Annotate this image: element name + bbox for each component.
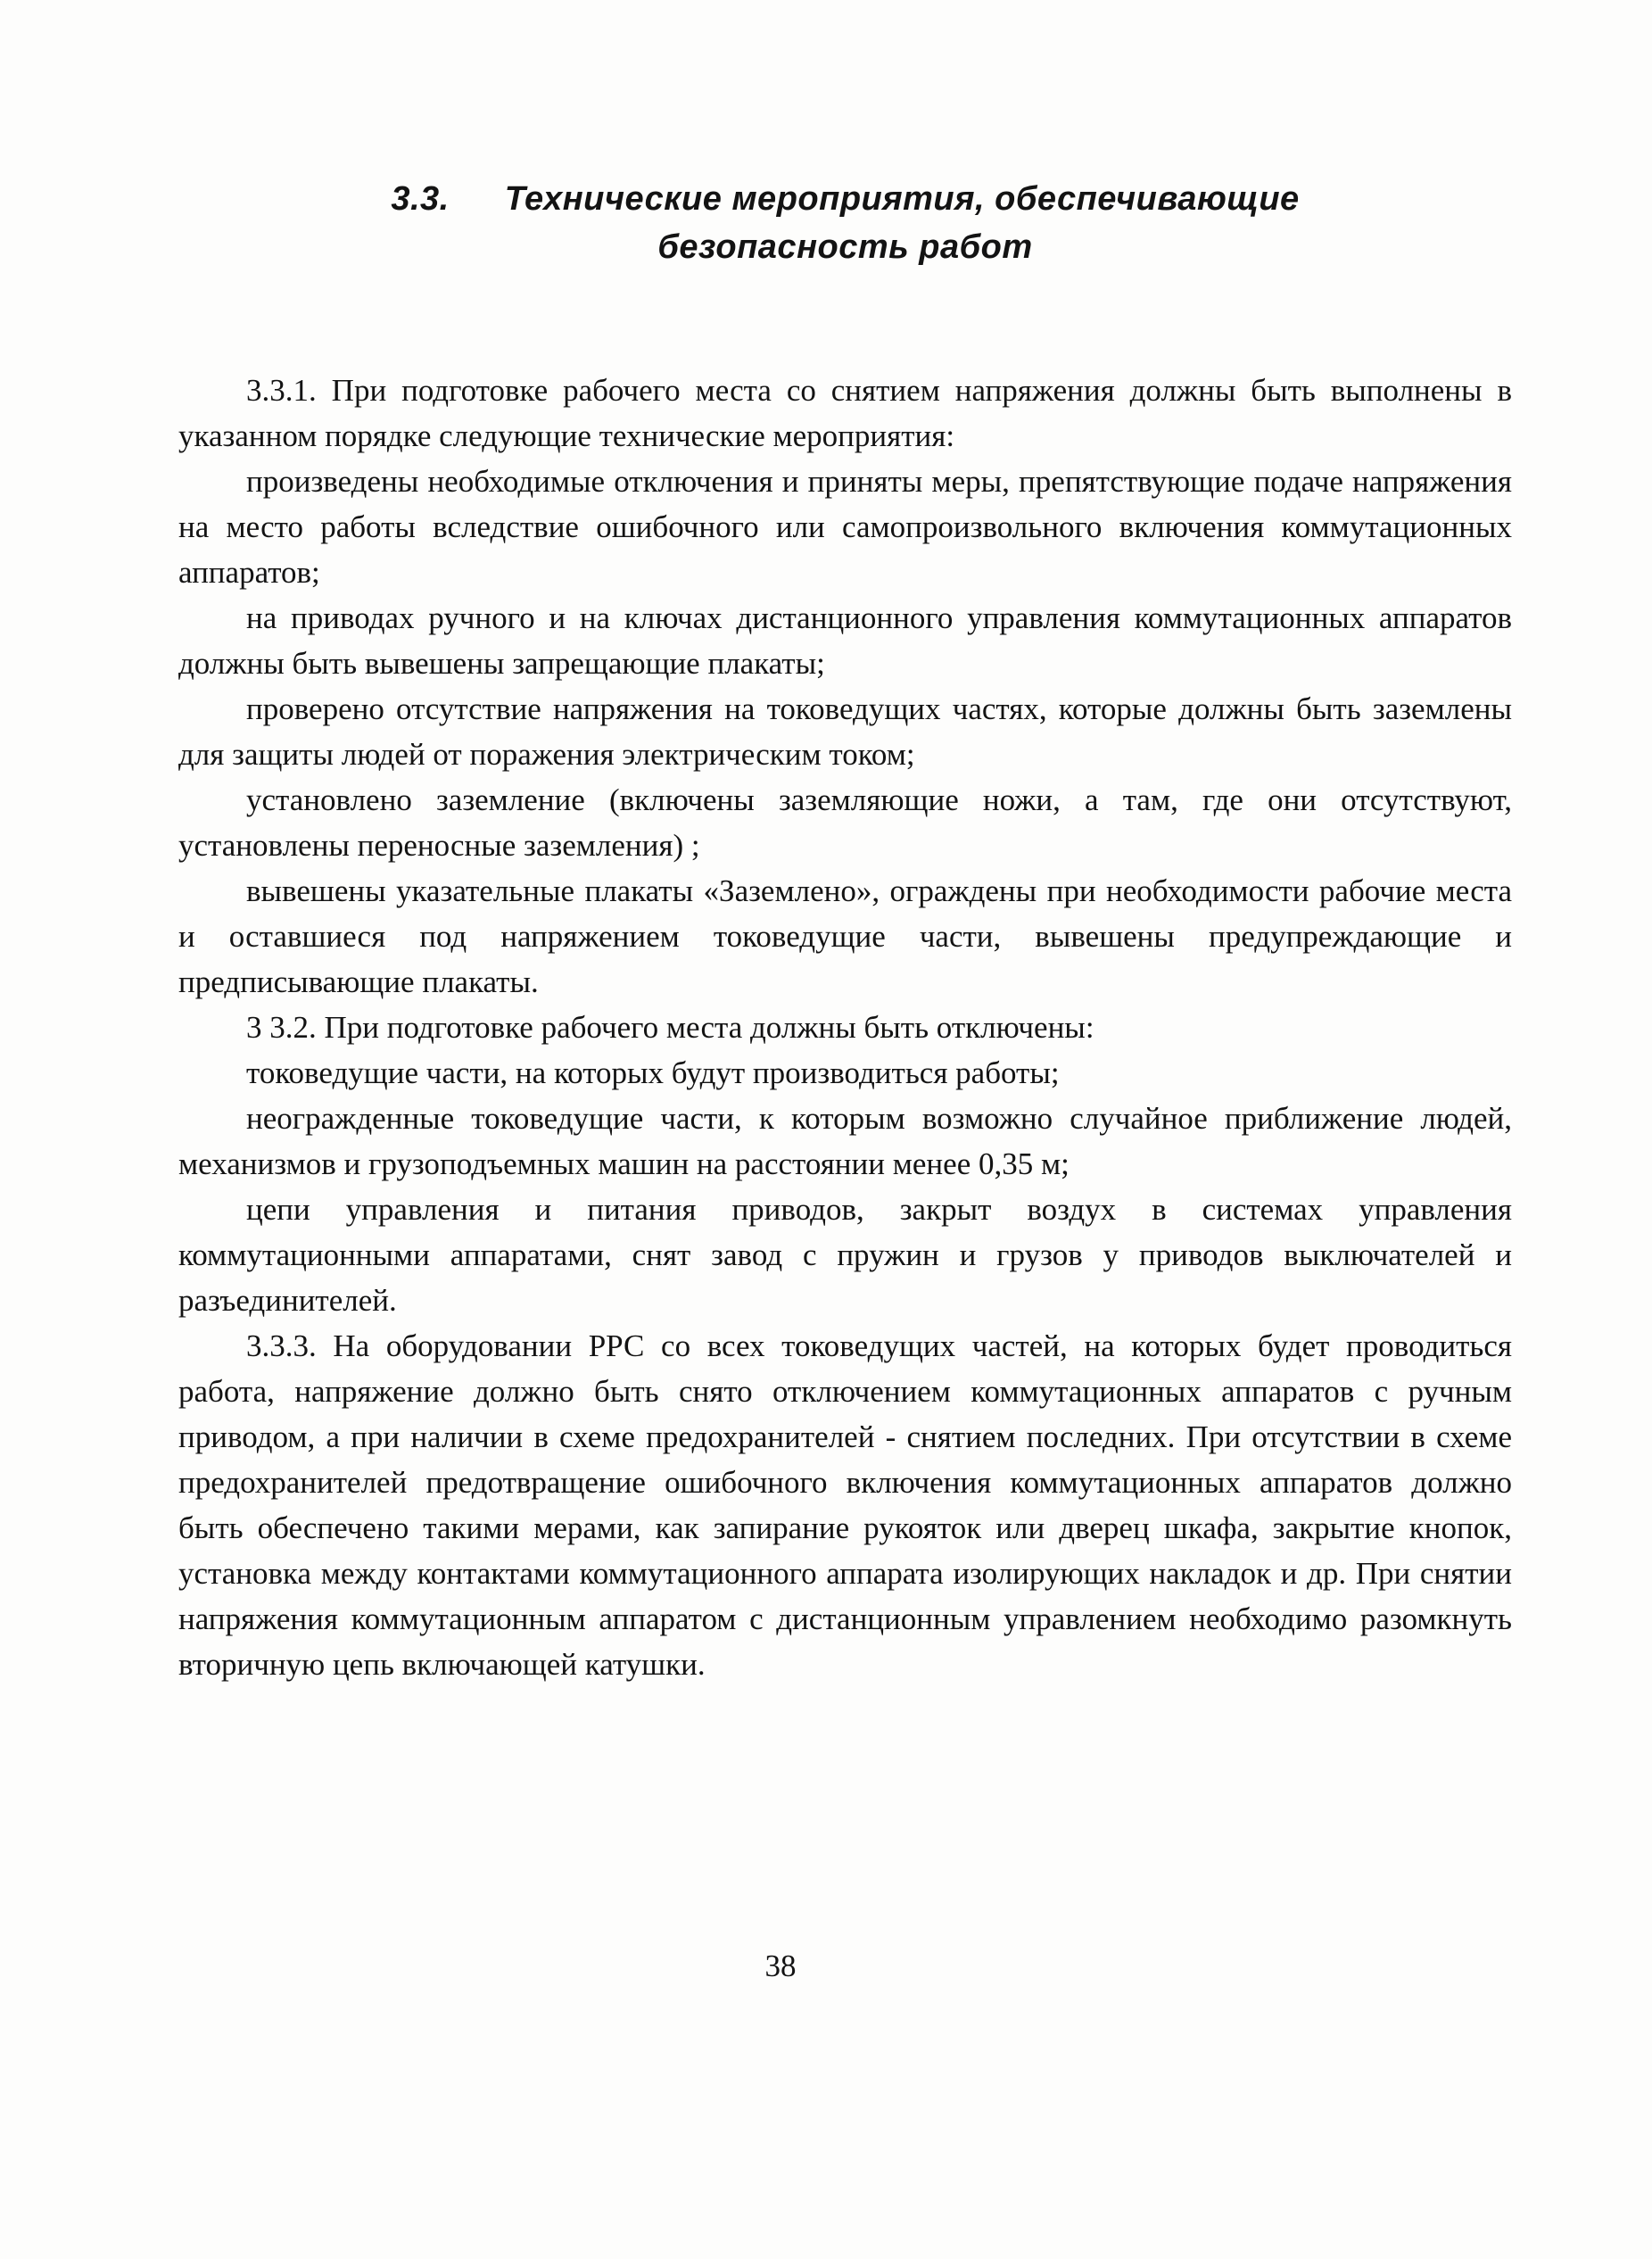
paragraph: установлено заземление (включены заземляющие ножи, а там, где они отсутствуют, установлены переносные заземления) ; bbox=[178, 782, 1512, 863]
section-title-part1: Технические мероприятия, обеспечивающие bbox=[504, 180, 1300, 218]
paragraph: неогражденные токоведущие части, к которым возможно случайное приближение людей, механизмов и грузоподъемных машин на расстоянии менее 0,35 м; bbox=[178, 1101, 1512, 1181]
page-number: 38 bbox=[764, 1949, 797, 1983]
paragraph: 3 3.2. При подготовке рабочего места должны быть отключены: bbox=[246, 1010, 1094, 1045]
section-number: 3.3. bbox=[391, 180, 450, 218]
paragraph: произведены необходимые отключения и приняты меры, препятствующие подаче напряжения на место работы вследствие ошибочного или самопроизвольного включения коммутационных аппаратов; bbox=[178, 464, 1512, 590]
body-text bbox=[178, 368, 1512, 1687]
page-content bbox=[178, 175, 1512, 1687]
paragraph: проверено отсутствие напряжения на токоведущих частях, которые должны быть заземлены для защиты людей от поражения электрическим током; bbox=[178, 691, 1512, 772]
paragraph: на приводах ручного и на ключах дистанционного управления коммутационных аппаратов должны быть вывешены запрещающие плакаты; bbox=[178, 600, 1512, 681]
paragraph: вывешены указательные плакаты «Заземлено», ограждены при необходимости рабочие места и оставшиеся под напряжением токоведущие части, вывешены предупреждающие и предписывающие плакаты. bbox=[178, 873, 1512, 999]
paragraph: 3.3.1. При подготовке рабочего места со снятием напряжения должны быть выполнены в указанном порядке следующие технические мероприятия: bbox=[178, 373, 1512, 453]
section-heading-line1 bbox=[178, 175, 1512, 223]
section-heading bbox=[178, 175, 1512, 271]
paragraph: токоведущие части, на которых будут производиться работы; bbox=[246, 1055, 1060, 1090]
paragraph: 3.3.3. На оборудовании РРС со всех токоведущих частей, на которых будет проводиться работа, напряжение должно быть снято отключением коммутационных аппаратов с ручным приводом, а при наличии в схеме предохранителей - снятием последних. При отсутствии в схеме предохранителей предотвращение ошибочного включения коммутационных аппаратов должно быть обеспечено такими мерами, как запирание рукояток или дверец шкафа, закрытие кнопок, установка между контактами коммутационного аппарата изолирующих накладок и др. При снятии напряжения коммутационным аппаратом с дистанционным управлением необходимо разомкнуть вторичную цепь включающей катушки. bbox=[178, 1328, 1512, 1682]
section-heading-line2: безопасность работ bbox=[657, 228, 1033, 266]
paragraph: цепи управления и питания приводов, закрыт воздух в системах управления коммутационными аппаратами, снят завод с пружин и грузов у приводов выключателей и разъединителей. bbox=[178, 1192, 1512, 1318]
